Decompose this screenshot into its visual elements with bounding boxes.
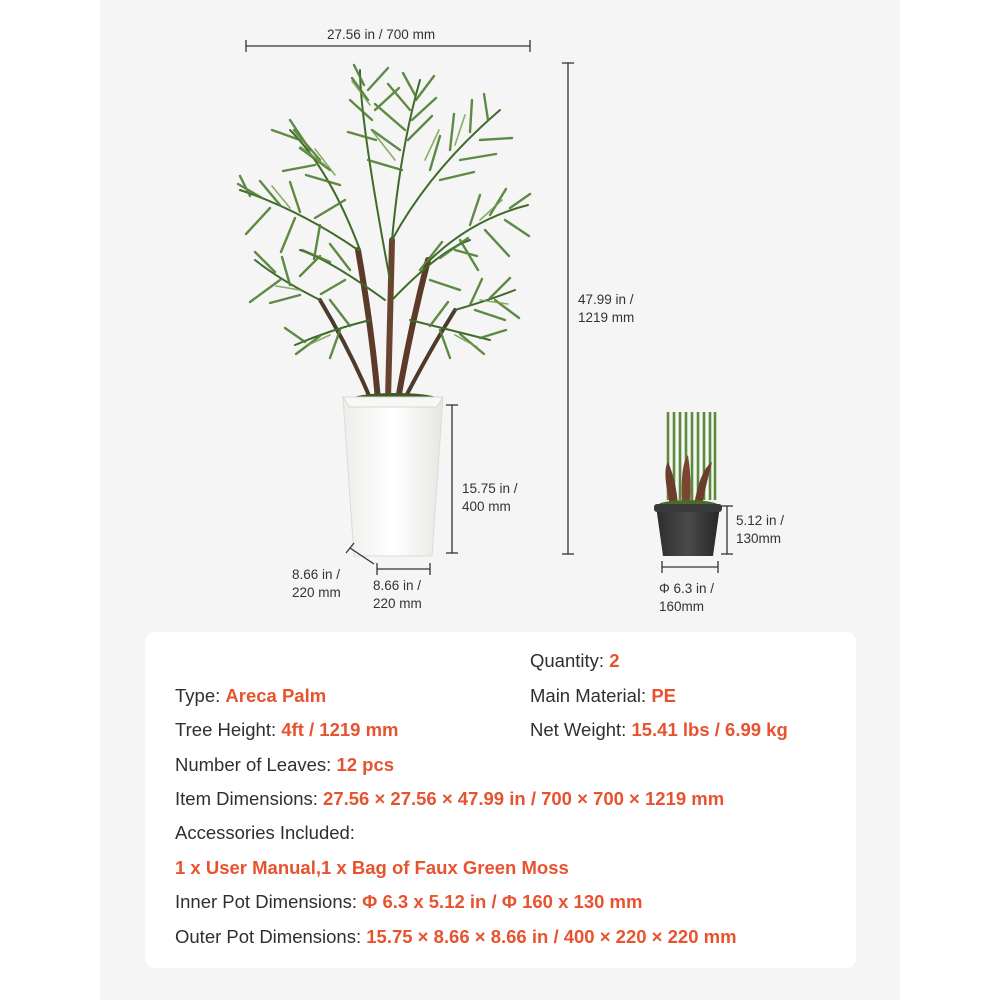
- inner-pot-plant: [657, 412, 719, 512]
- spec-value: 4ft / 1219 mm: [281, 719, 399, 740]
- spec-label: Accessories Included:: [175, 822, 355, 843]
- spec-label: Main Material:: [530, 685, 652, 706]
- height-dimension-line: [562, 63, 574, 554]
- tree-height-label: 47.99 in / 1219 mm: [578, 292, 635, 325]
- spec-label: Outer Pot Dimensions:: [175, 926, 367, 947]
- spec-quantity: [530, 649, 619, 673]
- spec-label: Type:: [175, 685, 226, 706]
- tree-width-label: 27.56 in / 700 mm: [327, 27, 436, 42]
- spec-value: 2: [609, 650, 620, 671]
- spec-number-of-leaves: [175, 753, 394, 777]
- inner-height-dimension-line: [721, 506, 733, 554]
- spec-net-weight: [530, 718, 788, 742]
- palm-fronds: [238, 65, 530, 400]
- spec-type: [175, 684, 326, 708]
- spec-accessories-value: [175, 856, 569, 880]
- pot-width-label: 8.66 in / 220 mm: [373, 578, 422, 611]
- specs-card: [145, 632, 856, 968]
- spec-tree-height: [175, 718, 398, 742]
- pot-height-dimension-line: [446, 405, 458, 553]
- spec-value: Areca Palm: [225, 685, 327, 706]
- spec-accessories-label: [175, 821, 355, 845]
- spec-item-dimensions: [175, 787, 724, 811]
- spec-inner-pot: [175, 890, 642, 914]
- inner-pot: [656, 506, 720, 556]
- spec-value: 27.56 × 27.56 × 47.99 in / 700 × 700 × 1219 mm: [323, 788, 725, 809]
- inner-diameter-label: Φ 6.3 in / 160mm: [659, 581, 715, 614]
- inner-height-label: 5.12 in / 130mm: [736, 513, 785, 546]
- spec-value: 15.41 lbs / 6.99 kg: [631, 719, 788, 740]
- spec-value: 1 x User Manual,1 x Bag of Faux Green Moss: [175, 857, 569, 878]
- spec-label: Tree Height:: [175, 719, 282, 740]
- spec-label: Item Dimensions:: [175, 788, 324, 809]
- spec-label: Number of Leaves:: [175, 754, 337, 775]
- spec-label: Net Weight:: [530, 719, 632, 740]
- pot-height-label: 15.75 in / 400 mm: [462, 481, 518, 514]
- spec-label: Inner Pot Dimensions:: [175, 891, 363, 912]
- inner-diameter-dimension-line: [662, 561, 718, 573]
- spec-value: Φ 6.3 x 5.12 in / Φ 160 x 130 mm: [362, 891, 643, 912]
- spec-value: 12 pcs: [336, 754, 395, 775]
- spec-outer-pot: [175, 925, 737, 949]
- pot-width-dimension-line: [377, 563, 430, 575]
- pot-depth-label: 8.66 in / 220 mm: [292, 567, 341, 600]
- spec-value: PE: [651, 685, 677, 706]
- spec-label: Quantity:: [530, 650, 610, 671]
- spec-main-material: [530, 684, 676, 708]
- outer-pot: [343, 397, 443, 556]
- spec-value: 15.75 × 8.66 × 8.66 in / 400 × 220 × 220 mm: [366, 926, 737, 947]
